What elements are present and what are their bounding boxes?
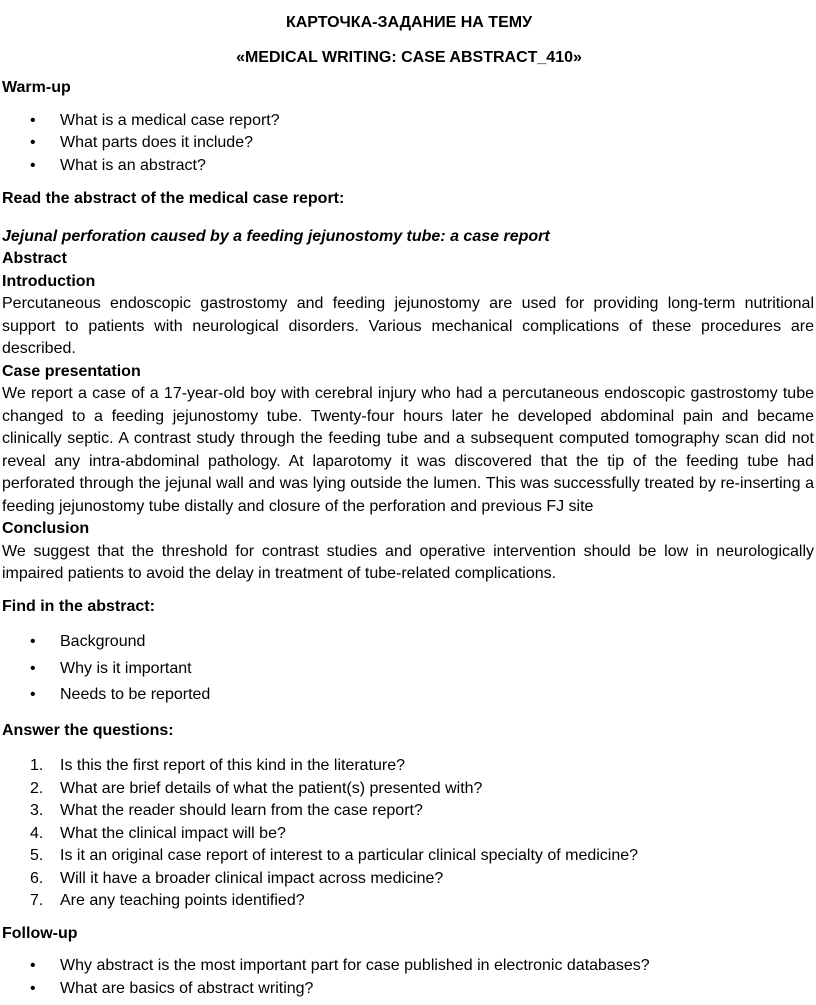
list-item: 2. What are brief details of what the patient(s) presented with? (30, 779, 483, 797)
case-presentation-label: Case presentation (2, 362, 141, 380)
abstract-label: Abstract (2, 250, 67, 267)
warmup-heading: Warm-up (2, 79, 71, 96)
conclusion-text: We suggest that the threshold for contrast studies and operative intervention should be low in neurologically impaired patients to avoid the delay in treatment of tube-related complications. (2, 542, 814, 582)
introduction-text: Percutaneous endoscopic gastrostomy and feeding jejunostomy are used for providing long-term nutritional support to patients with neurological disorders. Various mechanical complications of these procedures are described. (2, 295, 814, 357)
list-item: • Background (2, 631, 816, 654)
read-heading: Read the abstract of the medical case report: (2, 190, 345, 207)
list-item: 5. Is it an original case report of interest to a particular clinical specialty of medicine? (30, 847, 639, 864)
list-item: • What is a medical case report? (2, 110, 816, 133)
followup-heading: Follow-up (2, 924, 78, 942)
list-item: 6. Will it have a broader clinical impact across medicine? (30, 869, 444, 887)
document-title: КАРТОЧКА-ЗАДАНИЕ НА ТЕМУ (285, 14, 533, 31)
list-item: 4. What the clinical impact will be? (30, 824, 286, 842)
answer-heading: Answer the questions: (2, 721, 174, 739)
list-item: • What is an abstract? (2, 155, 816, 178)
list-item: • What parts does it include? (2, 132, 816, 155)
list-item: • Why abstract is the most important part for case published in electronic databases? (2, 955, 816, 978)
find-heading: Find in the abstract: (2, 597, 155, 615)
followup-list (2, 955, 816, 1000)
list-item: 1. Is this the first report of this kind in the literature? (30, 757, 406, 774)
list-item: 7. Are any teaching points identified? (30, 892, 305, 909)
answer-list (2, 755, 816, 913)
find-list (2, 631, 816, 707)
conclusion-label: Conclusion (2, 520, 90, 537)
list-item: • What are basics of abstract writing? (2, 978, 816, 1001)
list-item: • Why is it important (2, 658, 816, 681)
warmup-list (2, 110, 816, 178)
list-item: • Needs to be reported (2, 684, 816, 707)
list-item: 3. What the reader should learn from the case report? (30, 802, 423, 819)
document-subtitle: «MEDICAL WRITING: CASE ABSTRACT_410» (236, 48, 582, 66)
article-title: Jejunal perforation caused by a feeding jejunostomy tube: a case report (2, 227, 550, 245)
introduction-label: Introduction (2, 272, 96, 290)
case-presentation-text: We report a case of a 17-year-old boy with cerebral injury who had a percutaneous endoscopic gastrostomy tube changed to a feeding jejunostomy tube. Twenty-four hours later he developed abdominal pain and became clinically septic. A contrast study through the feeding tube and a subsequent computed tomography scan did not reveal any intra-abdominal pathology. At laparotomy it was discovered that the tip of the feeding tube had perforated through the jejunal wall and was lying outside the lumen. This was successfully treated by re-inserting a feeding jejunostomy tube distally and closure of the perforation and previous FJ site (2, 385, 814, 515)
